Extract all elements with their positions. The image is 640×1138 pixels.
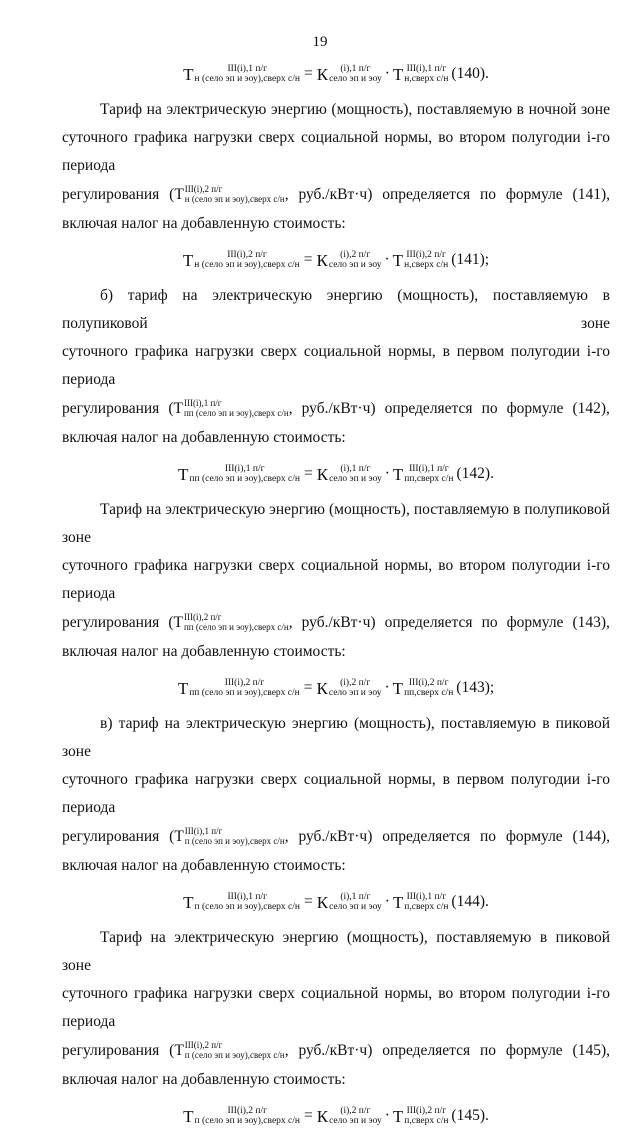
paragraph-line: Тариф на электрическую энергию (мощность), поставляемую в полупиковой зоне xyxy=(62,501,610,546)
paragraph-line: включая налог на добавленную стоимость: xyxy=(62,429,346,446)
paragraph-line: суточного графика нагрузки сверх социальной нормы, во втором полугодии i-го периода xyxy=(62,557,610,602)
tariff-symbol: Т III(i),2 п/г пп (село эп и эоу),сверх с/н xyxy=(173,612,289,632)
paragraph-line: в) тариф на электрическую энергию (мощность), поставляемую в пиковой зоне xyxy=(62,715,610,760)
document-body xyxy=(62,52,610,1138)
paragraph-line: суточного графика нагрузки сверх социальной нормы, во втором полугодии i-го периода xyxy=(62,129,610,174)
formula-number: (144). xyxy=(451,893,489,911)
subscript: н (село эп и эоу),сверх с/н xyxy=(194,74,300,84)
tariff-symbol: Т III(i),1 п/г п (село эп и эоу),сверх с/н xyxy=(174,826,285,846)
formula-number: (142). xyxy=(456,465,494,483)
tariff-symbol: Т III(i),1 п/г н,сверх с/н xyxy=(392,63,449,84)
paragraph-145 xyxy=(62,924,610,1138)
paragraph-line: регулирования ( Т III(i),2 п/г н (село эп и эоу),сверх с/н , руб./кВт·ч) определяется по формуле (141), xyxy=(62,184,610,204)
paragraph-143 xyxy=(62,496,610,710)
coefficient-symbol: К (i),1 п/г село эп и эоу xyxy=(316,63,382,84)
tariff-symbol: Т III(i),2 п/г н (село эп и эоу),сверх с/н xyxy=(174,184,285,204)
page-number: 19 xyxy=(312,34,328,50)
paragraph-line: регулирования ( Т III(i),2 п/г п (село эп и эоу),сверх с/н , руб./кВт·ч) определяется по формуле (145), xyxy=(62,1040,610,1060)
paragraph-141 xyxy=(62,96,610,282)
tariff-symbol: Т III(i),1 п/г н (село эп и эоу),сверх с/н xyxy=(183,63,300,84)
formula-number: (145). xyxy=(451,1107,489,1125)
paragraph-line: регулирования ( Т III(i),2 п/г пп (село эп и эоу),сверх с/н , руб./кВт·ч) определяется по формуле (143), xyxy=(62,612,610,632)
tariff-symbol: Т III(i),1 п/г пп (село эп и эоу),сверх с/н xyxy=(173,398,289,418)
paragraph-line: Тариф на электрическую энергию (мощность), поставляемую в ночной зоне xyxy=(100,101,610,118)
paragraph-line: суточного графика нагрузки сверх социальной нормы, в первом полугодии i-го периода xyxy=(62,771,610,816)
paragraph-line: б) тариф на электрическую энергию (мощность), поставляемую в полупиковой зоне xyxy=(62,287,610,332)
formula-142: Т III(i),1 п/г пп (село эп и эоу),сверх с/н = К (i),1 п/г село эп и эоу · Т III(i),1 п/г пп,сверх с/н (142). xyxy=(178,463,494,484)
formula-144: Т III(i),1 п/г п (село эп и эоу),сверх с/н = К (i),1 п/г село эп и эоу · Т III(i),1 п/г п,сверх с/н (144). xyxy=(183,891,489,912)
formula-143: Т III(i),2 п/г пп (село эп и эоу),сверх с/н = К (i),2 п/г село эп и эоу · Т III(i),2 п/г пп,сверх с/н (143); xyxy=(177,677,495,698)
formula-145: Т III(i),2 п/г п (село эп и эоу),сверх с/н = К (i),2 п/г село эп и эоу · Т III(i),2 п/г п,сверх с/н (145). xyxy=(183,1105,489,1126)
paragraph-line: включая налог на добавленную стоимость: xyxy=(62,215,346,232)
formula-number: (141); xyxy=(451,251,490,269)
paragraph-line: регулирования ( Т III(i),1 п/г п (село эп и эоу),сверх с/н , руб./кВт·ч) определяется по формуле (144), xyxy=(62,826,610,846)
paragraph-line: включая налог на добавленную стоимость: xyxy=(62,857,346,874)
tariff-symbol: Т III(i),2 п/г п (село эп и эоу),сверх с/н xyxy=(174,1040,285,1060)
superscript: III(i),1 п/г xyxy=(227,63,268,74)
formula-141: Т III(i),2 п/г н (село эп и эоу),сверх с/н = К (i),2 п/г село эп и эоу · Т III(i),2 п/г н,сверх с/н (141); xyxy=(182,249,490,270)
paragraph-144 xyxy=(62,710,610,924)
paragraph-line: включая налог на добавленную стоимость: xyxy=(62,643,346,660)
paragraph-line: регулирования ( Т III(i),1 п/г пп (село эп и эоу),сверх с/н , руб./кВт·ч) определяется по формуле (142), xyxy=(62,398,610,418)
paragraph-142 xyxy=(62,282,610,496)
paragraph-line: включая налог на добавленную стоимость: xyxy=(62,1071,346,1088)
paragraph-line: Тариф на электрическую энергию (мощность), поставляемую в пиковой зоне xyxy=(62,929,610,974)
formula-140: Т III(i),1 п/г н (село эп и эоу),сверх с/н = К (i),1 п/г село эп и эоу · Т III(i),1 п/г н,сверх с/н (140). xyxy=(183,63,489,84)
formula-number: (140). xyxy=(451,65,489,83)
paragraph-line: суточного графика нагрузки сверх социальной нормы, во втором полугодии i-го периода xyxy=(62,985,610,1030)
paragraph-line: суточного графика нагрузки сверх социальной нормы, в первом полугодии i-го периода xyxy=(62,343,610,388)
formula-number: (143); xyxy=(456,679,495,697)
